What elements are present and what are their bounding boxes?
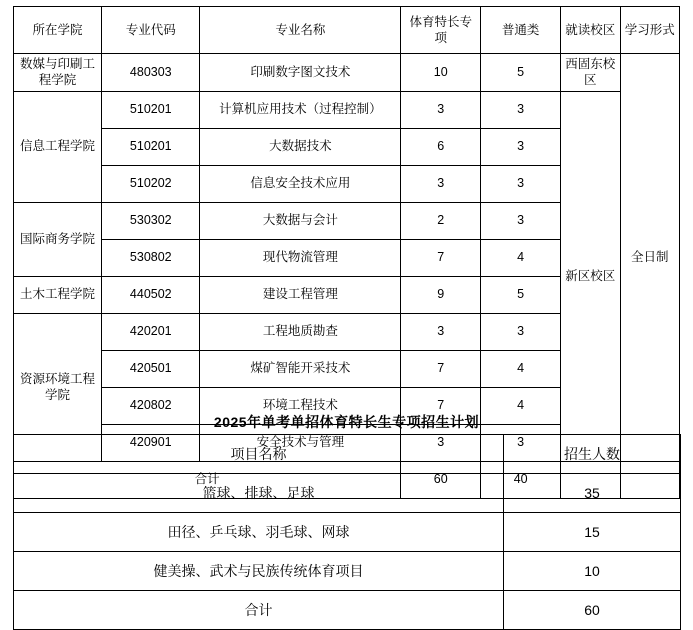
- cell-campus: 西固东校区: [561, 54, 620, 92]
- cell-major-name: 信息安全技术应用: [200, 165, 401, 202]
- cell-college: 信息工程学院: [14, 91, 102, 202]
- cell-general: 3: [481, 202, 561, 239]
- cell-major-name: 大数据与会计: [200, 202, 401, 239]
- cell-major-name: 建设工程管理: [200, 276, 401, 313]
- cell-total-label: 合计: [14, 591, 504, 630]
- cell-sports-special: 3: [401, 313, 481, 350]
- header-college: 所在学院: [14, 7, 102, 54]
- cell-major-name: 煤矿智能开采技术: [200, 350, 401, 387]
- table-total-row: [14, 591, 681, 630]
- cell-major-code: 530802: [102, 239, 200, 276]
- cell-major-name: 印刷数字图文技术: [200, 54, 401, 92]
- cell-sports-special: 7: [401, 387, 481, 424]
- header-major-name: 专业名称: [200, 7, 401, 54]
- header-sports-special: 体育特长专项: [401, 7, 481, 54]
- cell-major-name: 大数据技术: [200, 128, 401, 165]
- cell-college: 数媒与印刷工程学院: [14, 54, 102, 92]
- cell-general: 3: [481, 424, 561, 461]
- sports-items-table: [13, 434, 681, 630]
- cell-item-name: 篮球、排球、足球: [14, 474, 504, 513]
- cell-general: 5: [481, 276, 561, 313]
- cell-general: 3: [481, 313, 561, 350]
- cell-major-code: 510201: [102, 91, 200, 128]
- cell-sports-special: 3: [401, 424, 481, 461]
- cell-major-code: 420501: [102, 350, 200, 387]
- cell-major-name: 计算机应用技术（过程控制）: [200, 91, 401, 128]
- header-general: 普通类: [481, 7, 561, 54]
- cell-college: 资源环境工程学院: [14, 313, 102, 461]
- cell-total-general: 40: [481, 461, 561, 498]
- header-study-mode: 学习形式: [620, 7, 679, 54]
- cell-major-code: 510202: [102, 165, 200, 202]
- header-campus: 就读校区: [561, 7, 620, 54]
- cell-major-code: 420901: [102, 424, 200, 461]
- cell-general: 4: [481, 387, 561, 424]
- cell-general: 4: [481, 239, 561, 276]
- cell-general: 3: [481, 165, 561, 202]
- table-header-row: [14, 435, 681, 474]
- cell-general: 5: [481, 54, 561, 92]
- cell-general: 4: [481, 350, 561, 387]
- table-row: [14, 54, 680, 92]
- cell-quota: 10: [504, 552, 681, 591]
- table-header-row: [14, 7, 680, 54]
- header-item-name: 项目名称: [14, 435, 504, 474]
- cell-major-code: 440502: [102, 276, 200, 313]
- cell-major-code: 420802: [102, 387, 200, 424]
- cell-major-code: 480303: [102, 54, 200, 92]
- cell-major-code: 510201: [102, 128, 200, 165]
- cell-sports-special: 6: [401, 128, 481, 165]
- cell-item-name: 健美操、武术与民族传统体育项目: [14, 552, 504, 591]
- cell-major-name: 工程地质勘查: [200, 313, 401, 350]
- cell-major-code: 420201: [102, 313, 200, 350]
- cell-sports-special: 9: [401, 276, 481, 313]
- table-row: [14, 552, 681, 591]
- cell-college: 土木工程学院: [14, 276, 102, 313]
- cell-college: 国际商务学院: [14, 202, 102, 276]
- cell-major-name: 环境工程技术: [200, 387, 401, 424]
- cell-sports-special: 2: [401, 202, 481, 239]
- table-row: [14, 91, 680, 128]
- cell-total-quota: 60: [504, 591, 681, 630]
- table-row: [14, 513, 681, 552]
- cell-sports-special: 10: [401, 54, 481, 92]
- cell-major-name: 安全技术与管理: [200, 424, 401, 461]
- cell-quota: 35: [504, 474, 681, 513]
- cell-campus: 新区校区: [561, 91, 620, 461]
- cell-sports-special: 3: [401, 165, 481, 202]
- cell-study-mode: 全日制: [620, 54, 679, 462]
- cell-total-label: 合计: [14, 461, 401, 498]
- cell-sports-special: 7: [401, 239, 481, 276]
- cell-sports-special: 7: [401, 350, 481, 387]
- cell-quota: 15: [504, 513, 681, 552]
- cell-item-name: 田径、乒乓球、羽毛球、网球: [14, 513, 504, 552]
- sports-plan-title: 2025年单考单招体育特长生专项招生计划: [213, 414, 480, 430]
- cell-major-code: 530302: [102, 202, 200, 239]
- header-major-code: 专业代码: [102, 7, 200, 54]
- table-row: [14, 474, 681, 513]
- cell-sports-special: 3: [401, 91, 481, 128]
- cell-general: 3: [481, 128, 561, 165]
- cell-total-sports-special: 60: [401, 461, 481, 498]
- cell-major-name: 现代物流管理: [200, 239, 401, 276]
- cell-general: 3: [481, 91, 561, 128]
- header-quota: 招生人数: [504, 435, 681, 474]
